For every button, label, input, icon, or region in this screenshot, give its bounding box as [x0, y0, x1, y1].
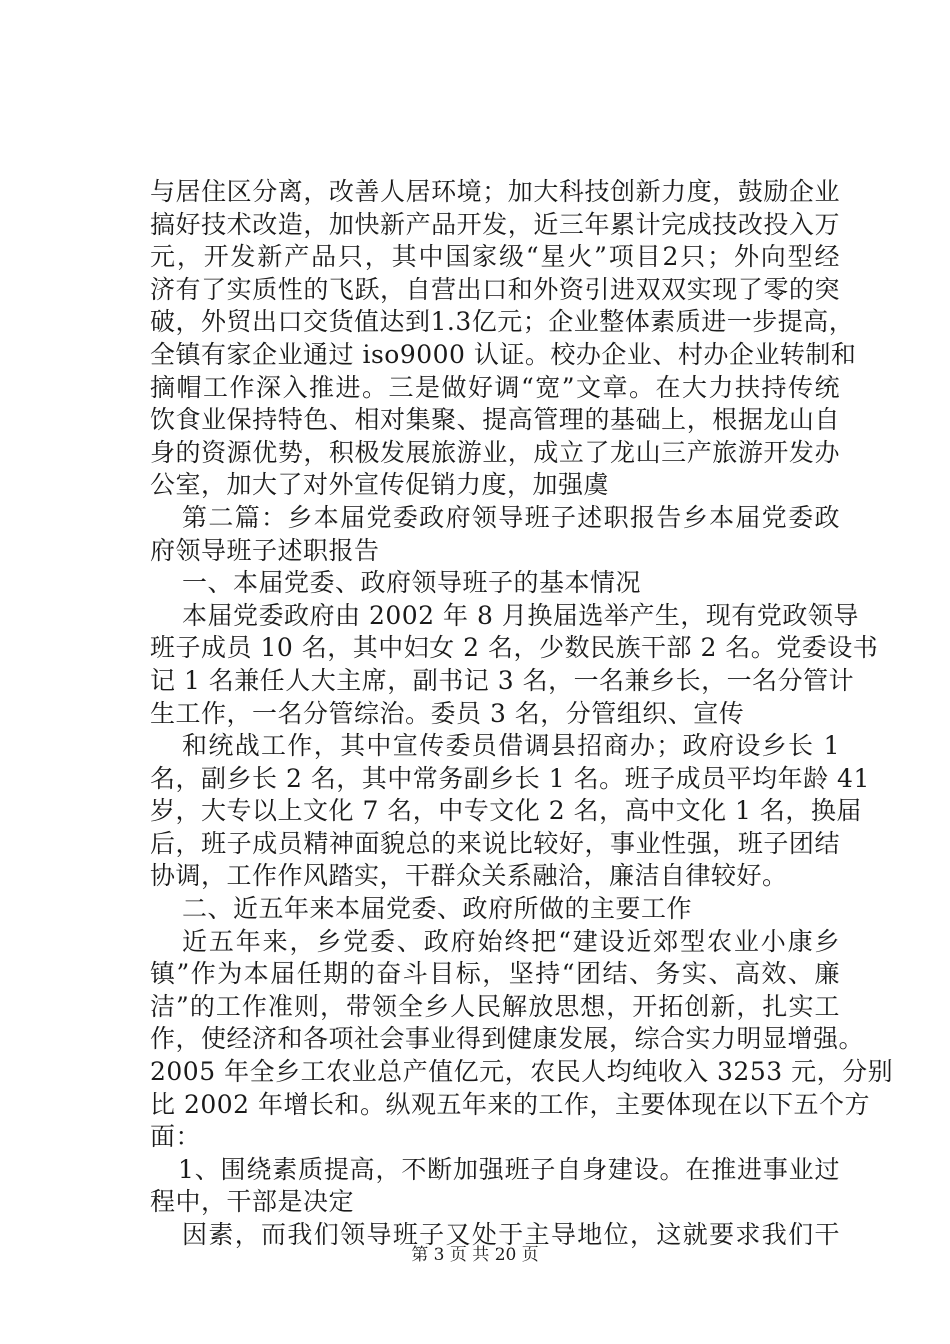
- text-line: 1、围绕素质提高，不断加强班子自身建设。在推进事业过: [178, 1154, 840, 1184]
- text-line: 饮食业保持特色、相对集聚、提高管理的基础上，根据龙山自: [150, 405, 840, 435]
- text-line: 济有了实质性的飞跃，自营出口和外资引进双双实现了零的突: [150, 274, 840, 304]
- text-line: 2005 年全乡工农业总产值亿元，农民人均纯收入 3253 元，分别: [150, 1057, 894, 1087]
- text-line: 程中，干部是决定: [150, 1187, 355, 1217]
- text-line: 本届党委政府由 2002 年 8 月换届选举产生，现有党政领导: [182, 600, 859, 630]
- text-line: 摘帽工作深入推进。三是做好调“宽”文章。在大力扶持传统: [150, 372, 840, 402]
- text-line: 生工作，一名分管综治。委员 3 名，分管组织、宣传: [150, 698, 745, 728]
- text-line: 搞好技术改造，加快新产品开发，近三年累计完成技改投入万: [150, 209, 840, 239]
- text-line: 近五年来，乡党委、政府始终把“建设近郊型农业小康乡: [182, 926, 840, 956]
- text-line: 记 1 名兼任人大主席，副书记 3 名，一名兼乡长，一名分管计: [150, 665, 855, 695]
- text-line: 和统战工作，其中宣传委员借调县招商办；政府设乡长 1: [182, 731, 840, 761]
- text-line: 公室，加大了对外宣传促销力度，加强虞: [150, 470, 610, 500]
- text-line: 一、本届党委、政府领导班子的基本情况: [182, 568, 642, 598]
- text-line: 全镇有家企业通过 iso9000 认证。校办企业、村办企业转制和: [150, 339, 857, 369]
- text-line: 身的资源优势，积极发展旅游业，成立了龙山三产旅游开发办: [150, 437, 840, 467]
- page-footer: 第 3 页 共 20 页: [411, 1245, 539, 1265]
- text-line: 因素，而我们领导班子又处于主导地位，这就要求我们干: [182, 1220, 840, 1249]
- text-line: 洁”的工作准则，带领全乡人民解放思想，开拓创新，扎实工: [150, 991, 840, 1021]
- text-line: 后，班子成员精神面貌总的来说比较好，事业性强，班子团结: [150, 828, 840, 858]
- text-line: 比 2002 年增长和。纵观五年来的工作，主要体现在以下五个方: [150, 1089, 871, 1119]
- body-text: [150, 176, 894, 1252]
- text-line: 元，开发新产品只，其中国家级“星火”项目2只；外向型经: [150, 242, 840, 272]
- text-line: 班子成员 10 名，其中妇女 2 名，少数民族干部 2 名。党委设书: [150, 633, 879, 663]
- text-line: 作，使经济和各项社会事业得到健康发展，综合实力明显增强。: [150, 1024, 865, 1054]
- text-line: 镇”作为本届任期的奋斗目标，坚持“团结、务实、高效、廉: [150, 959, 840, 989]
- text-line: 岁，大专以上文化 7 名，中专文化 2 名，高中文化 1 名，换届: [150, 796, 862, 826]
- text-line: 名，副乡长 2 名，其中常务副乡长 1 名。班子成员平均年龄 41: [150, 763, 870, 793]
- text-line: 第二篇：乡本届党委政府领导班子述职报告乡本届党委政: [182, 502, 840, 532]
- text-line: 二、近五年来本届党委、政府所做的主要工作: [182, 894, 693, 924]
- text-line: 府领导班子述职报告: [150, 535, 380, 565]
- text-line: 协调，工作作风踏实，干群众关系融洽，廉洁自律较好。: [150, 861, 788, 891]
- text-line: 破，外贸出口交货值达到1.3亿元；企业整体素质进一步提高，: [150, 307, 855, 337]
- text-line: 与居住区分离，改善人居环境；加大科技创新力度，鼓励企业: [150, 177, 840, 206]
- text-line: 面：: [150, 1122, 202, 1152]
